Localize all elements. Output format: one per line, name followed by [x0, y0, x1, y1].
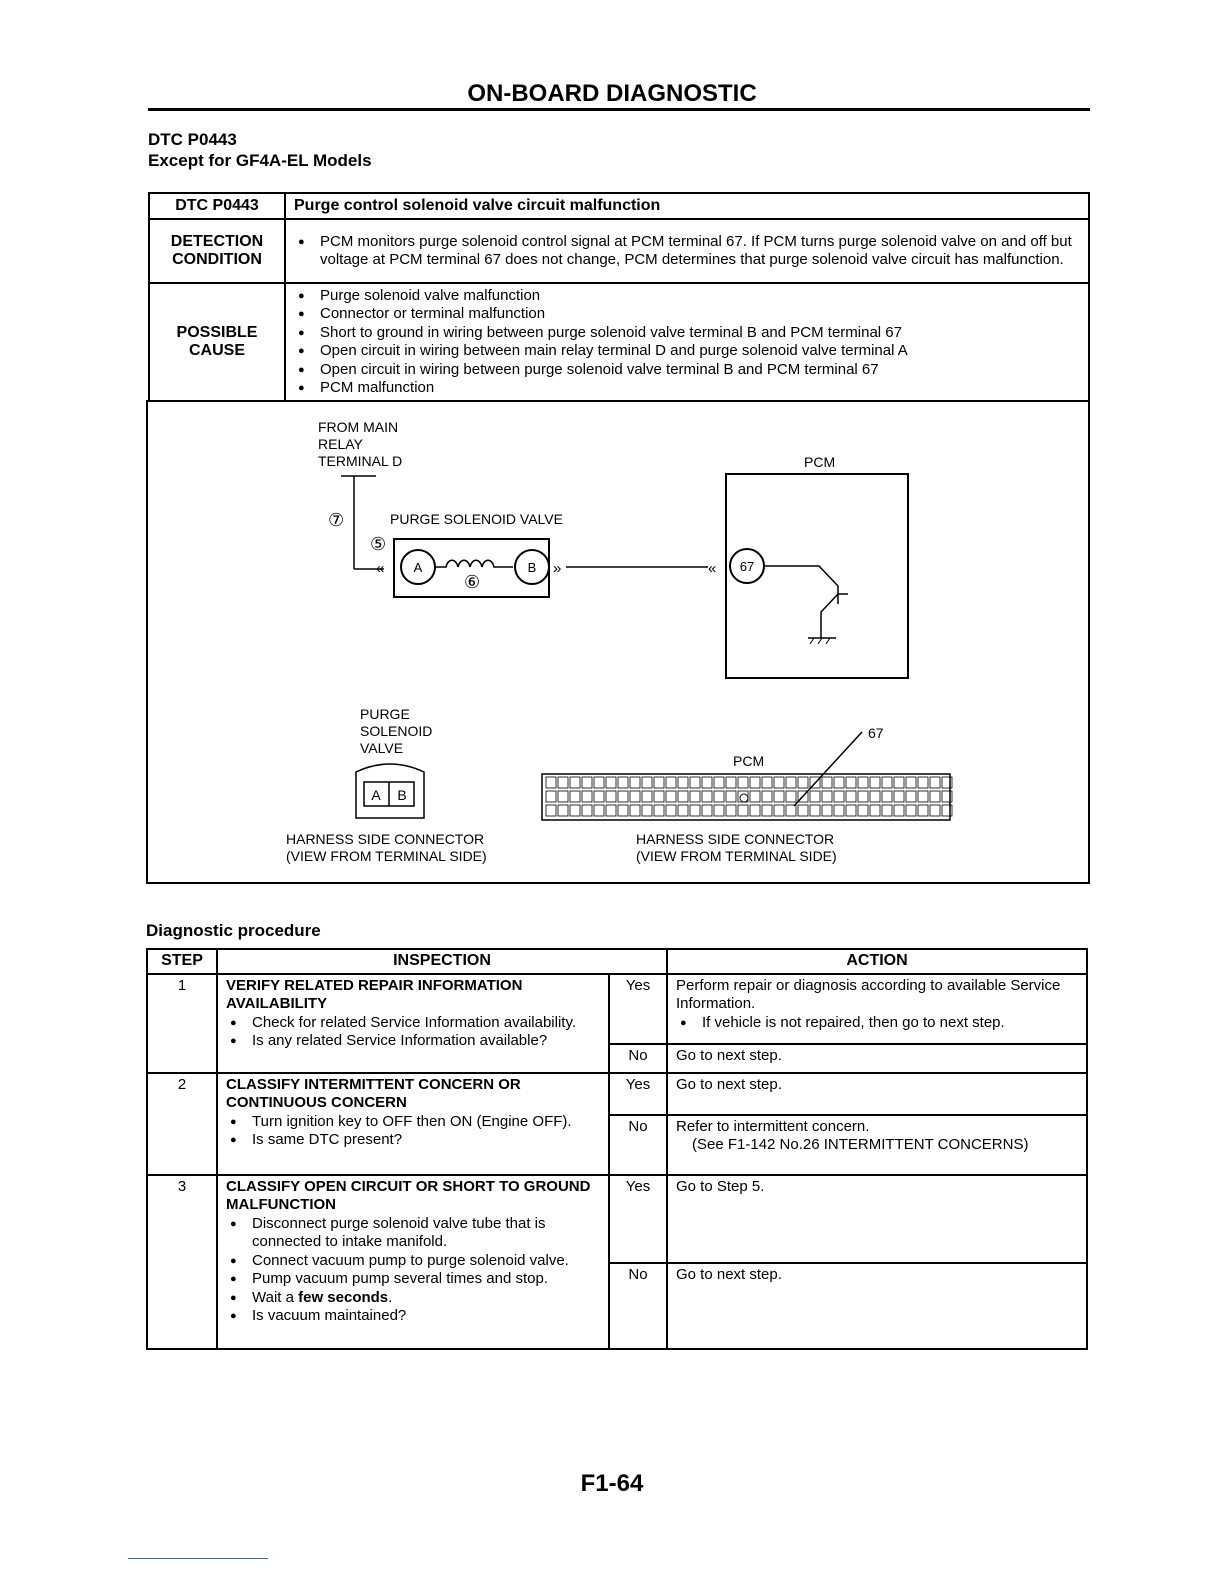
pcm-pin-cell: [690, 805, 700, 816]
wait-text: Wait a: [252, 1288, 299, 1306]
dtc-code-heading: DTC P0443: [148, 130, 237, 149]
no-action: [667, 1115, 1087, 1175]
pcm-pin-cell: [570, 791, 580, 802]
pcm-connector-latch: [740, 794, 748, 802]
pcm-label: PCM: [804, 454, 836, 470]
pcm-pin-cell: [822, 777, 832, 788]
pcm-pin-cell: [894, 791, 904, 802]
pcm-pin-cell: [846, 805, 856, 816]
pcm-pin-cell: [738, 805, 748, 816]
pcm-pin-cell: [870, 791, 880, 802]
pcm-pin-cell: [894, 777, 904, 788]
pcm-pin-cell: [822, 791, 832, 802]
step-number: 3: [147, 1175, 217, 1349]
step-heading: CLASSIFY INTERMITTENT CONCERN OR CONTINUOUS CONCERN: [226, 1075, 521, 1111]
connector-arrow-67: «: [708, 560, 717, 577]
pcm-pin-cell: [906, 777, 916, 788]
pcm-pin-cell: [714, 791, 724, 802]
cause-label-line1: POSSIBLE: [176, 324, 258, 341]
wire-color-7: ⑦: [328, 510, 345, 530]
inspection-item: ● Is same DTC present?: [252, 1131, 600, 1150]
pcm-pin-cell: [738, 777, 748, 788]
pcm-pin-cell: [642, 777, 652, 788]
no-label: No: [609, 1115, 667, 1175]
pcm-pin-cell: [594, 805, 604, 816]
pcm-pin-cell: [750, 805, 760, 816]
pcm-pin-cell: [846, 777, 856, 788]
pin-67-pointer: [794, 732, 862, 806]
detection-label: [149, 219, 285, 283]
cause-item: ● Open circuit in wiring between main relay terminal D and purge solenoid valve terminal A: [320, 342, 1080, 361]
pcm-pin-cell: [798, 805, 808, 816]
connector-arrow-b: »: [553, 560, 562, 577]
pcm-pin-cell: [618, 777, 628, 788]
step-number: 2: [147, 1073, 217, 1175]
step-heading: CLASSIFY OPEN CIRCUIT OR SHORT TO GROUND MALFUNCTION: [226, 1177, 591, 1213]
pcm-pin-cell: [654, 777, 664, 788]
pcm-pin-cell: [774, 777, 784, 788]
pcm-pin-cell: [918, 777, 928, 788]
yes-label: Yes: [609, 1175, 667, 1263]
pcm-pin-cell: [630, 777, 640, 788]
pcm-pin-cell: [882, 777, 892, 788]
pcm-pin-cell: [750, 791, 760, 802]
pcm-pin-cell: [546, 777, 556, 788]
pcm-pin-cell: [762, 777, 772, 788]
pcm-pin-cell: [786, 777, 796, 788]
dtc-code-cell: DTC P0443: [149, 193, 285, 219]
pcm-pin-cell: [666, 777, 676, 788]
inspection-item: ● Is any related Service Information available?: [252, 1032, 600, 1051]
dtc-model-heading: Except for GF4A-EL Models: [148, 151, 372, 170]
pcm-pin-cell: [906, 805, 916, 816]
step-inspection: [217, 974, 609, 1073]
col-inspection: INSPECTION: [217, 949, 667, 974]
detection-label-line1: DETECTION: [170, 233, 264, 250]
inspection-item-wait: [252, 1289, 600, 1308]
cause-item: ● PCM malfunction: [320, 379, 1080, 398]
page-number: F1-64: [580, 1470, 644, 1497]
pcm-pin-cell: [810, 805, 820, 816]
pcm-pin-cell: [726, 805, 736, 816]
cause-item: ● Short to ground in wiring between purge solenoid valve terminal B and PCM terminal 67: [320, 324, 1080, 343]
col-step: STEP: [147, 949, 217, 974]
conn-pcm-label: PCM: [733, 753, 765, 769]
no-action: Go to next step.: [667, 1044, 1087, 1073]
wait-text-end: .: [388, 1288, 393, 1306]
wiring-diagram: [146, 400, 1086, 882]
pcm-pin-cell: [690, 777, 700, 788]
transistor-symbol: [764, 566, 848, 638]
possible-causes: [285, 283, 1089, 401]
pcm-pin-cell: [558, 777, 568, 788]
pcm-pin-cell: [678, 777, 688, 788]
pcm-pin-cell: [786, 805, 796, 816]
pcm-pin-cell: [726, 777, 736, 788]
pcm-pin-cell: [834, 791, 844, 802]
inspection-item: ● Pump vacuum pump several times and stop.: [252, 1270, 600, 1289]
pcm-pin-cell: [834, 805, 844, 816]
pcm-pin-cell: [858, 791, 868, 802]
pcm-pin-cell: [870, 805, 880, 816]
valve-connector-a: A: [371, 787, 381, 803]
pcm-pin-cell: [546, 791, 556, 802]
inspection-item: ● Is vacuum maintained?: [252, 1307, 600, 1326]
wire-color-5: ⑤: [370, 534, 387, 554]
no-label: No: [609, 1044, 667, 1073]
pcm-pin-cell: [570, 805, 580, 816]
yes-label: Yes: [609, 974, 667, 1044]
pcm-pin-cell: [570, 777, 580, 788]
cause-item: ● Open circuit in wiring between purge solenoid valve terminal B and PCM terminal 67: [320, 361, 1080, 380]
pcm-pin-cell: [582, 805, 592, 816]
pcm-pin-cell: [930, 777, 940, 788]
pcm-pin-cell: [762, 791, 772, 802]
harness-right-1: HARNESS SIDE CONNECTOR: [636, 831, 835, 847]
conn-67-label: 67: [868, 725, 884, 741]
procedure-title: Diagnostic procedure: [146, 921, 321, 940]
no-label: No: [609, 1263, 667, 1349]
wait-bold-text: few seconds: [298, 1288, 389, 1306]
pcm-pin-cell: [882, 791, 892, 802]
from-main-relay-label: FROM MAIN: [318, 419, 399, 435]
pcm-pin-cell: [654, 791, 664, 802]
pcm-pin-cell: [630, 805, 640, 816]
conn-valve-label-2: SOLENOID: [360, 723, 433, 739]
pcm-pin-cell: [606, 777, 616, 788]
terminal-a-label: A: [413, 560, 423, 575]
pcm-pin-cell: [798, 777, 808, 788]
inspection-item: ● Check for related Service Information availability.: [252, 1014, 600, 1033]
inspection-item: ● Connect vacuum pump to purge solenoid valve.: [252, 1252, 600, 1271]
pcm-pin-cell: [642, 805, 652, 816]
pcm-pin-cell: [678, 805, 688, 816]
pcm-pin-cell: [870, 777, 880, 788]
detection-label-line2: CONDITION: [172, 251, 262, 268]
step-number: 1: [147, 974, 217, 1073]
pcm-pin-cell: [774, 805, 784, 816]
pcm-pin-cell: [702, 791, 712, 802]
pcm-pin-cell: [558, 805, 568, 816]
pcm-pin-cell: [558, 791, 568, 802]
pcm-pin-cell: [582, 791, 592, 802]
page-title: ON-BOARD DIAGNOSTIC: [467, 80, 757, 107]
dtc-info-table: [148, 192, 1090, 402]
inspection-item: ● Disconnect purge solenoid valve tube that is connected to intake manifold.: [252, 1215, 600, 1252]
pcm-pin-cell: [606, 805, 616, 816]
cause-item: ● Purge solenoid valve malfunction: [320, 287, 1080, 306]
from-main-relay-label-2: RELAY: [318, 436, 363, 452]
pcm-pin-cell: [726, 791, 736, 802]
step-heading: VERIFY RELATED REPAIR INFORMATION AVAILABILITY: [226, 976, 523, 1012]
pcm-pin-cell: [774, 791, 784, 802]
pcm-pin-cell: [762, 805, 772, 816]
pcm-pin-cell: [906, 791, 916, 802]
pcm-pin-cell: [582, 777, 592, 788]
pcm-pin-cell: [750, 777, 760, 788]
yes-action: [667, 974, 1087, 1044]
pcm-pin-cell: [690, 791, 700, 802]
pcm-pin-cell: [654, 805, 664, 816]
cause-label-line2: CAUSE: [188, 342, 245, 359]
col-action: ACTION: [667, 949, 1087, 974]
terminal-67-label: 67: [739, 559, 755, 574]
step-inspection: [217, 1073, 609, 1175]
step-inspection: [217, 1175, 609, 1349]
pcm-pin-cell: [822, 805, 832, 816]
pcm-pin-cell: [618, 791, 628, 802]
pcm-pin-cell: [786, 791, 796, 802]
conn-valve-label: PURGE: [360, 706, 410, 722]
procedure-table: [146, 948, 1088, 1350]
no-action-text: Refer to intermittent concern.: [676, 1117, 870, 1135]
yes-action: Go to Step 5.: [667, 1175, 1087, 1263]
wire-color-6: ⑥: [464, 572, 481, 592]
pcm-pin-cell: [918, 805, 928, 816]
inspection-item: ● Turn ignition key to OFF then ON (Engine OFF).: [252, 1113, 600, 1132]
pcm-connector-pins: [546, 777, 952, 816]
terminal-b-label: B: [527, 560, 537, 575]
cause-item: ● Connector or terminal malfunction: [320, 305, 1080, 324]
bottom-rule: [128, 1558, 268, 1559]
no-action-reference: (See F1-142 No.26 INTERMITTENT CONCERNS): [692, 1136, 1029, 1153]
pcm-pin-cell: [834, 777, 844, 788]
harness-left-1: HARNESS SIDE CONNECTOR: [286, 831, 485, 847]
dtc-heading: [148, 129, 372, 171]
pcm-pin-cell: [594, 777, 604, 788]
yes-action-text: Perform repair or diagnosis according to available Service Information.: [676, 976, 1061, 1012]
detection-condition: [285, 219, 1089, 283]
pcm-pin-cell: [666, 791, 676, 802]
pcm-pin-cell: [702, 777, 712, 788]
valve-label: PURGE SOLENOID VALVE: [390, 511, 563, 527]
pcm-pin-cell: [930, 791, 940, 802]
pcm-box: [726, 474, 908, 678]
pcm-pin-cell: [714, 805, 724, 816]
pcm-pin-cell: [666, 805, 676, 816]
pcm-pin-cell: [630, 791, 640, 802]
yes-label: Yes: [609, 1073, 667, 1115]
coil-symbol: [435, 560, 513, 567]
pcm-pin-cell: [846, 791, 856, 802]
dtc-desc-cell: Purge control solenoid valve circuit malfunction: [285, 193, 1089, 219]
cause-label: [149, 283, 285, 401]
pcm-pin-cell: [858, 777, 868, 788]
pcm-pin-cell: [642, 791, 652, 802]
yes-action-item: ● If vehicle is not repaired, then go to next step.: [702, 1014, 1078, 1033]
yes-action: Go to next step.: [667, 1073, 1087, 1115]
pcm-pin-cell: [714, 777, 724, 788]
pcm-pin-cell: [618, 805, 628, 816]
connector-arrow-a: «: [376, 560, 385, 577]
from-main-relay-label-3: TERMINAL D: [318, 453, 403, 469]
pcm-pin-cell: [594, 791, 604, 802]
pcm-pin-cell: [918, 791, 928, 802]
conn-valve-label-3: VALVE: [360, 740, 404, 756]
detection-text: ● PCM monitors purge solenoid control signal at PCM terminal 67. If PCM turns purge solenoid valve on and off but voltage at PCM terminal 67 does not change, PCM determines that purge solenoid valve circuit has malfunction.: [320, 233, 1080, 270]
pcm-pin-cell: [894, 805, 904, 816]
pcm-pin-cell: [546, 805, 556, 816]
pcm-pin-cell: [858, 805, 868, 816]
pcm-pin-cell: [678, 791, 688, 802]
harness-right-2: (VIEW FROM TERMINAL SIDE): [636, 848, 837, 864]
valve-connector-b: B: [397, 787, 407, 803]
pcm-pin-cell: [702, 805, 712, 816]
ground-symbol: [810, 638, 830, 644]
harness-left-2: (VIEW FROM TERMINAL SIDE): [286, 848, 487, 864]
pcm-pin-cell: [930, 805, 940, 816]
header-rule: [148, 108, 1090, 111]
pcm-pin-cell: [882, 805, 892, 816]
pcm-pin-cell: [606, 791, 616, 802]
pcm-pin-cell: [810, 791, 820, 802]
no-action: Go to next step.: [667, 1263, 1087, 1349]
